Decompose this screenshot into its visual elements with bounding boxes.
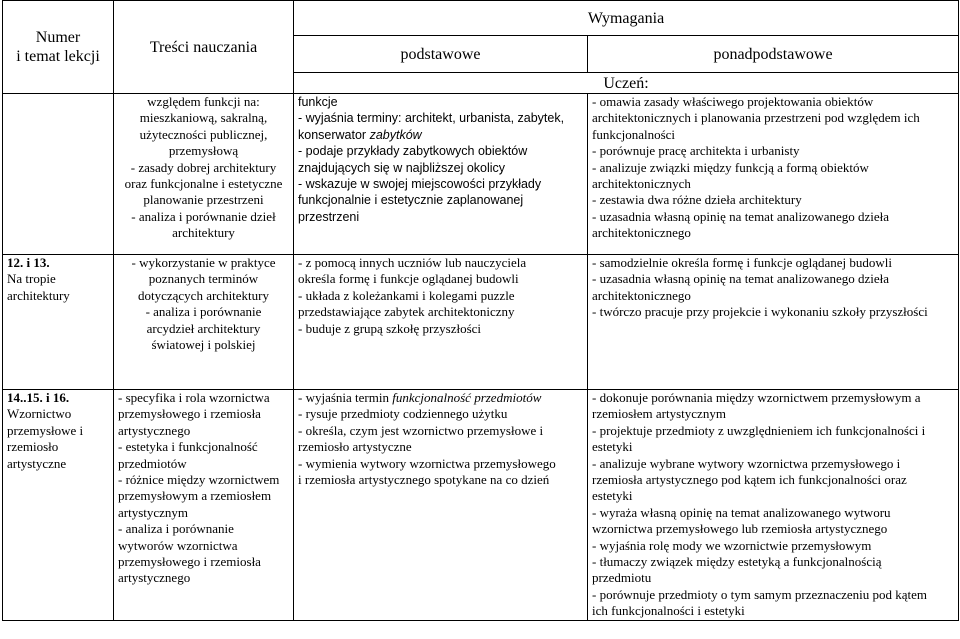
cell-number — [3, 94, 114, 255]
tresci-line: - analiza i porównanie — [118, 521, 234, 537]
podstawowe-line: znajdujących się w najbliższej okolicy — [298, 160, 506, 175]
table-row — [3, 94, 959, 255]
tresci-line: oraz funkcjonalne i estetyczne — [124, 176, 283, 192]
tresci-line: - wykorzystanie w praktyce — [131, 255, 276, 270]
ponad-line: rzemiosła artystycznego pod kątem ich funkcjonalności oraz — [592, 472, 907, 488]
lesson-topic-line: rzemiosło — [7, 439, 59, 455]
tresci-line: dotyczących architektury — [137, 287, 269, 303]
podstawowe-italic-term: zabytków — [369, 127, 422, 142]
tresci-line: artystycznym — [118, 504, 189, 520]
tresci-line: przedmiotów — [118, 455, 187, 471]
cell-tresci — [114, 94, 294, 255]
ponad-line: funkcjonalności — [592, 126, 676, 142]
tresci-line: - analiza i porównanie dzieł — [131, 208, 276, 224]
podstawowe-line: przedstawiające zabytek architektoniczny — [298, 304, 515, 320]
header-wymagania: Wymagania — [294, 1, 959, 36]
podstawowe-line: - układa z koleżankami i kolegami puzzle — [298, 287, 515, 303]
lesson-topic-line: przemysłowe i — [7, 422, 84, 438]
ponad-line: - porównuje przedmioty o tym samym przeznaczeniu pod kątem — [592, 586, 928, 602]
tresci-line: poznanych terminów — [148, 271, 259, 287]
cell-podstawowe — [294, 94, 588, 255]
podstawowe-line: - określa, czym jest wzornictwo przemysłowe i — [298, 422, 544, 438]
tresci-line: arcydzieł architektury — [146, 320, 261, 336]
ponad-line: - analizuje wybrane wytwory wzornictwa przemysłowego i — [592, 455, 901, 471]
ponad-line: - porównuje pracę architekta i urbanisty — [592, 143, 800, 159]
cell-ponadpodstawowe — [588, 390, 959, 621]
ponad-line: wzornictwa przemysłowego lub rzemiosła artystycznego — [592, 521, 888, 537]
tresci-line: światowej i polskiej — [151, 337, 256, 353]
cell-podstawowe — [294, 255, 588, 390]
ponad-line: estetyki — [592, 439, 633, 455]
ponad-line: - wyraża własną opinię na temat analizowanego wytworu — [592, 504, 891, 520]
tresci-line: artystycznego — [118, 422, 191, 438]
podstawowe-line: funkcje — [298, 95, 338, 109]
ponad-line: - zestawia dwa różne dzieła architektury — [592, 192, 802, 208]
tresci-line: - specyfika i rola wzornictwa — [118, 390, 270, 405]
cell-tresci — [114, 255, 294, 390]
ponad-line: architektonicznego — [592, 287, 691, 303]
tresci-line: przemysłowego i rzemiosła — [118, 554, 261, 570]
lesson-number: 14..15. i 16. — [7, 390, 70, 405]
cell-number — [3, 255, 114, 390]
cell-podstawowe — [294, 390, 588, 621]
lesson-topic-line: Wzornictwo — [7, 406, 72, 422]
podstawowe-line: - wymienia wytwory wzornictwa przemysłowego — [298, 455, 556, 471]
tresci-line: przemysłową — [168, 143, 239, 159]
ponad-line: rzemiosłem artystycznym — [592, 406, 726, 422]
podstawowe-line — [298, 127, 583, 143]
header-uczen: Uczeń: — [294, 73, 959, 94]
lesson-topic-line: Na tropie — [7, 271, 56, 287]
ponad-line: - uzasadnia własną opinię na temat analizowanego dzieła — [592, 271, 890, 287]
header-numer-line2: i temat lekcji — [16, 48, 100, 65]
tresci-line: - różnice między wzornictwem — [118, 472, 280, 488]
podstawowe-text: konserwator — [298, 127, 370, 142]
ponad-line: - uzasadnia własną opinię na temat analizowanego dzieła — [592, 208, 890, 224]
podstawowe-line: i rzemiosła artystycznego spotykane na co dzień — [298, 472, 550, 488]
header-row-top — [3, 1, 959, 36]
table-row — [3, 390, 959, 621]
podstawowe-line: funkcjonalnie i estetycznie zaplanowanej — [298, 193, 524, 208]
tresci-line: wytworów wzornictwa — [118, 537, 238, 553]
header-tresci: Treści nauczania — [114, 1, 294, 94]
podstawowe-line: przestrzeni — [298, 209, 360, 224]
tresci-line: użyteczności publicznej, — [139, 126, 268, 142]
cell-number — [3, 390, 114, 621]
header-podstawowe: podstawowe — [294, 36, 588, 73]
tresci-line: - estetyka i funkcjonalność — [118, 439, 258, 455]
header-ponadpodstawowe: ponadpodstawowe — [588, 36, 959, 73]
ponad-line: - tłumaczy związek między estetyką a funkcjonalnością — [592, 554, 882, 570]
tresci-line: - analiza i porównanie — [145, 304, 262, 320]
podstawowe-line: określa formę i funkcje oglądanej budowli — [298, 271, 519, 287]
ponad-line: architektonicznych — [592, 176, 691, 192]
ponad-line: - dokonuje porównania między wzornictwem przemysłowym a — [592, 390, 921, 405]
ponad-line: - samodzielnie określa formę i funkcje oglądanej budowli — [592, 255, 892, 270]
ponad-line: - twórczo pracuje przy projekcie i wykonaniu szkoły przyszłości — [592, 304, 928, 320]
tresci-line: artystycznego — [118, 570, 191, 586]
lesson-topic-line: architektury — [7, 287, 70, 303]
podstawowe-line — [298, 390, 583, 406]
ponad-line: - analizuje związki między funkcją a formą obiektów — [592, 159, 869, 175]
ponad-line: architektonicznych i planowania przestrzeni pod względem ich — [592, 110, 920, 126]
tresci-line: planowanie przestrzeni — [143, 192, 264, 208]
ponad-line: - wyjaśnia rolę mody we wzornictwie przemysłowym — [592, 537, 872, 553]
lesson-topic-line: artystyczne — [7, 455, 67, 471]
ponad-line: - omawia zasady właściwego projektowania obiektów — [592, 94, 874, 109]
cell-ponadpodstawowe — [588, 255, 959, 390]
podstawowe-line: - wyjaśnia terminy: architekt, urbanista, zabytek, — [298, 111, 565, 126]
ponad-line: przedmiotu — [592, 570, 652, 586]
podstawowe-line: rzemiosło artystyczne — [298, 439, 412, 455]
podstawowe-text: - wyjaśnia termin — [298, 390, 393, 405]
tresci-line: względem funkcji na: — [147, 94, 260, 109]
tresci-line: przemysłowego i rzemiosła — [118, 406, 261, 422]
podstawowe-line: - wskazuje w swojej miejscowości przykłady — [298, 177, 542, 192]
tresci-line: architektury — [172, 225, 235, 241]
podstawowe-line: - rysuje przedmioty codziennego użytku — [298, 406, 508, 422]
podstawowe-line: - z pomocą innych uczniów lub nauczyciela — [298, 255, 527, 270]
ponad-line: ich funkcjonalności i estetyki — [592, 603, 745, 619]
tresci-line: przemysłowym a rzemiosłem — [118, 488, 272, 504]
table-row — [3, 255, 959, 390]
podstawowe-line: - buduje z grupą szkołę przyszłości — [298, 320, 482, 336]
cell-tresci — [114, 390, 294, 621]
header-numer-line1: Numer — [35, 29, 81, 46]
lesson-number: 12. i 13. — [7, 255, 50, 270]
podstawowe-italic-term: funkcjonalność przedmiotów — [392, 390, 542, 405]
header-numer — [3, 1, 114, 94]
cell-ponadpodstawowe — [588, 94, 959, 255]
curriculum-table — [2, 0, 959, 621]
tresci-line: - zasady dobrej architektury — [130, 159, 277, 175]
ponad-line: architektonicznego — [592, 225, 691, 241]
ponad-line: estetyki — [592, 488, 633, 504]
ponad-line: - projektuje przedmioty z uwzględnieniem ich funkcjonalności i — [592, 422, 926, 438]
tresci-line: mieszkaniową, sakralną, — [139, 110, 268, 126]
podstawowe-line: - podaje przykłady zabytkowych obiektów — [298, 144, 528, 159]
